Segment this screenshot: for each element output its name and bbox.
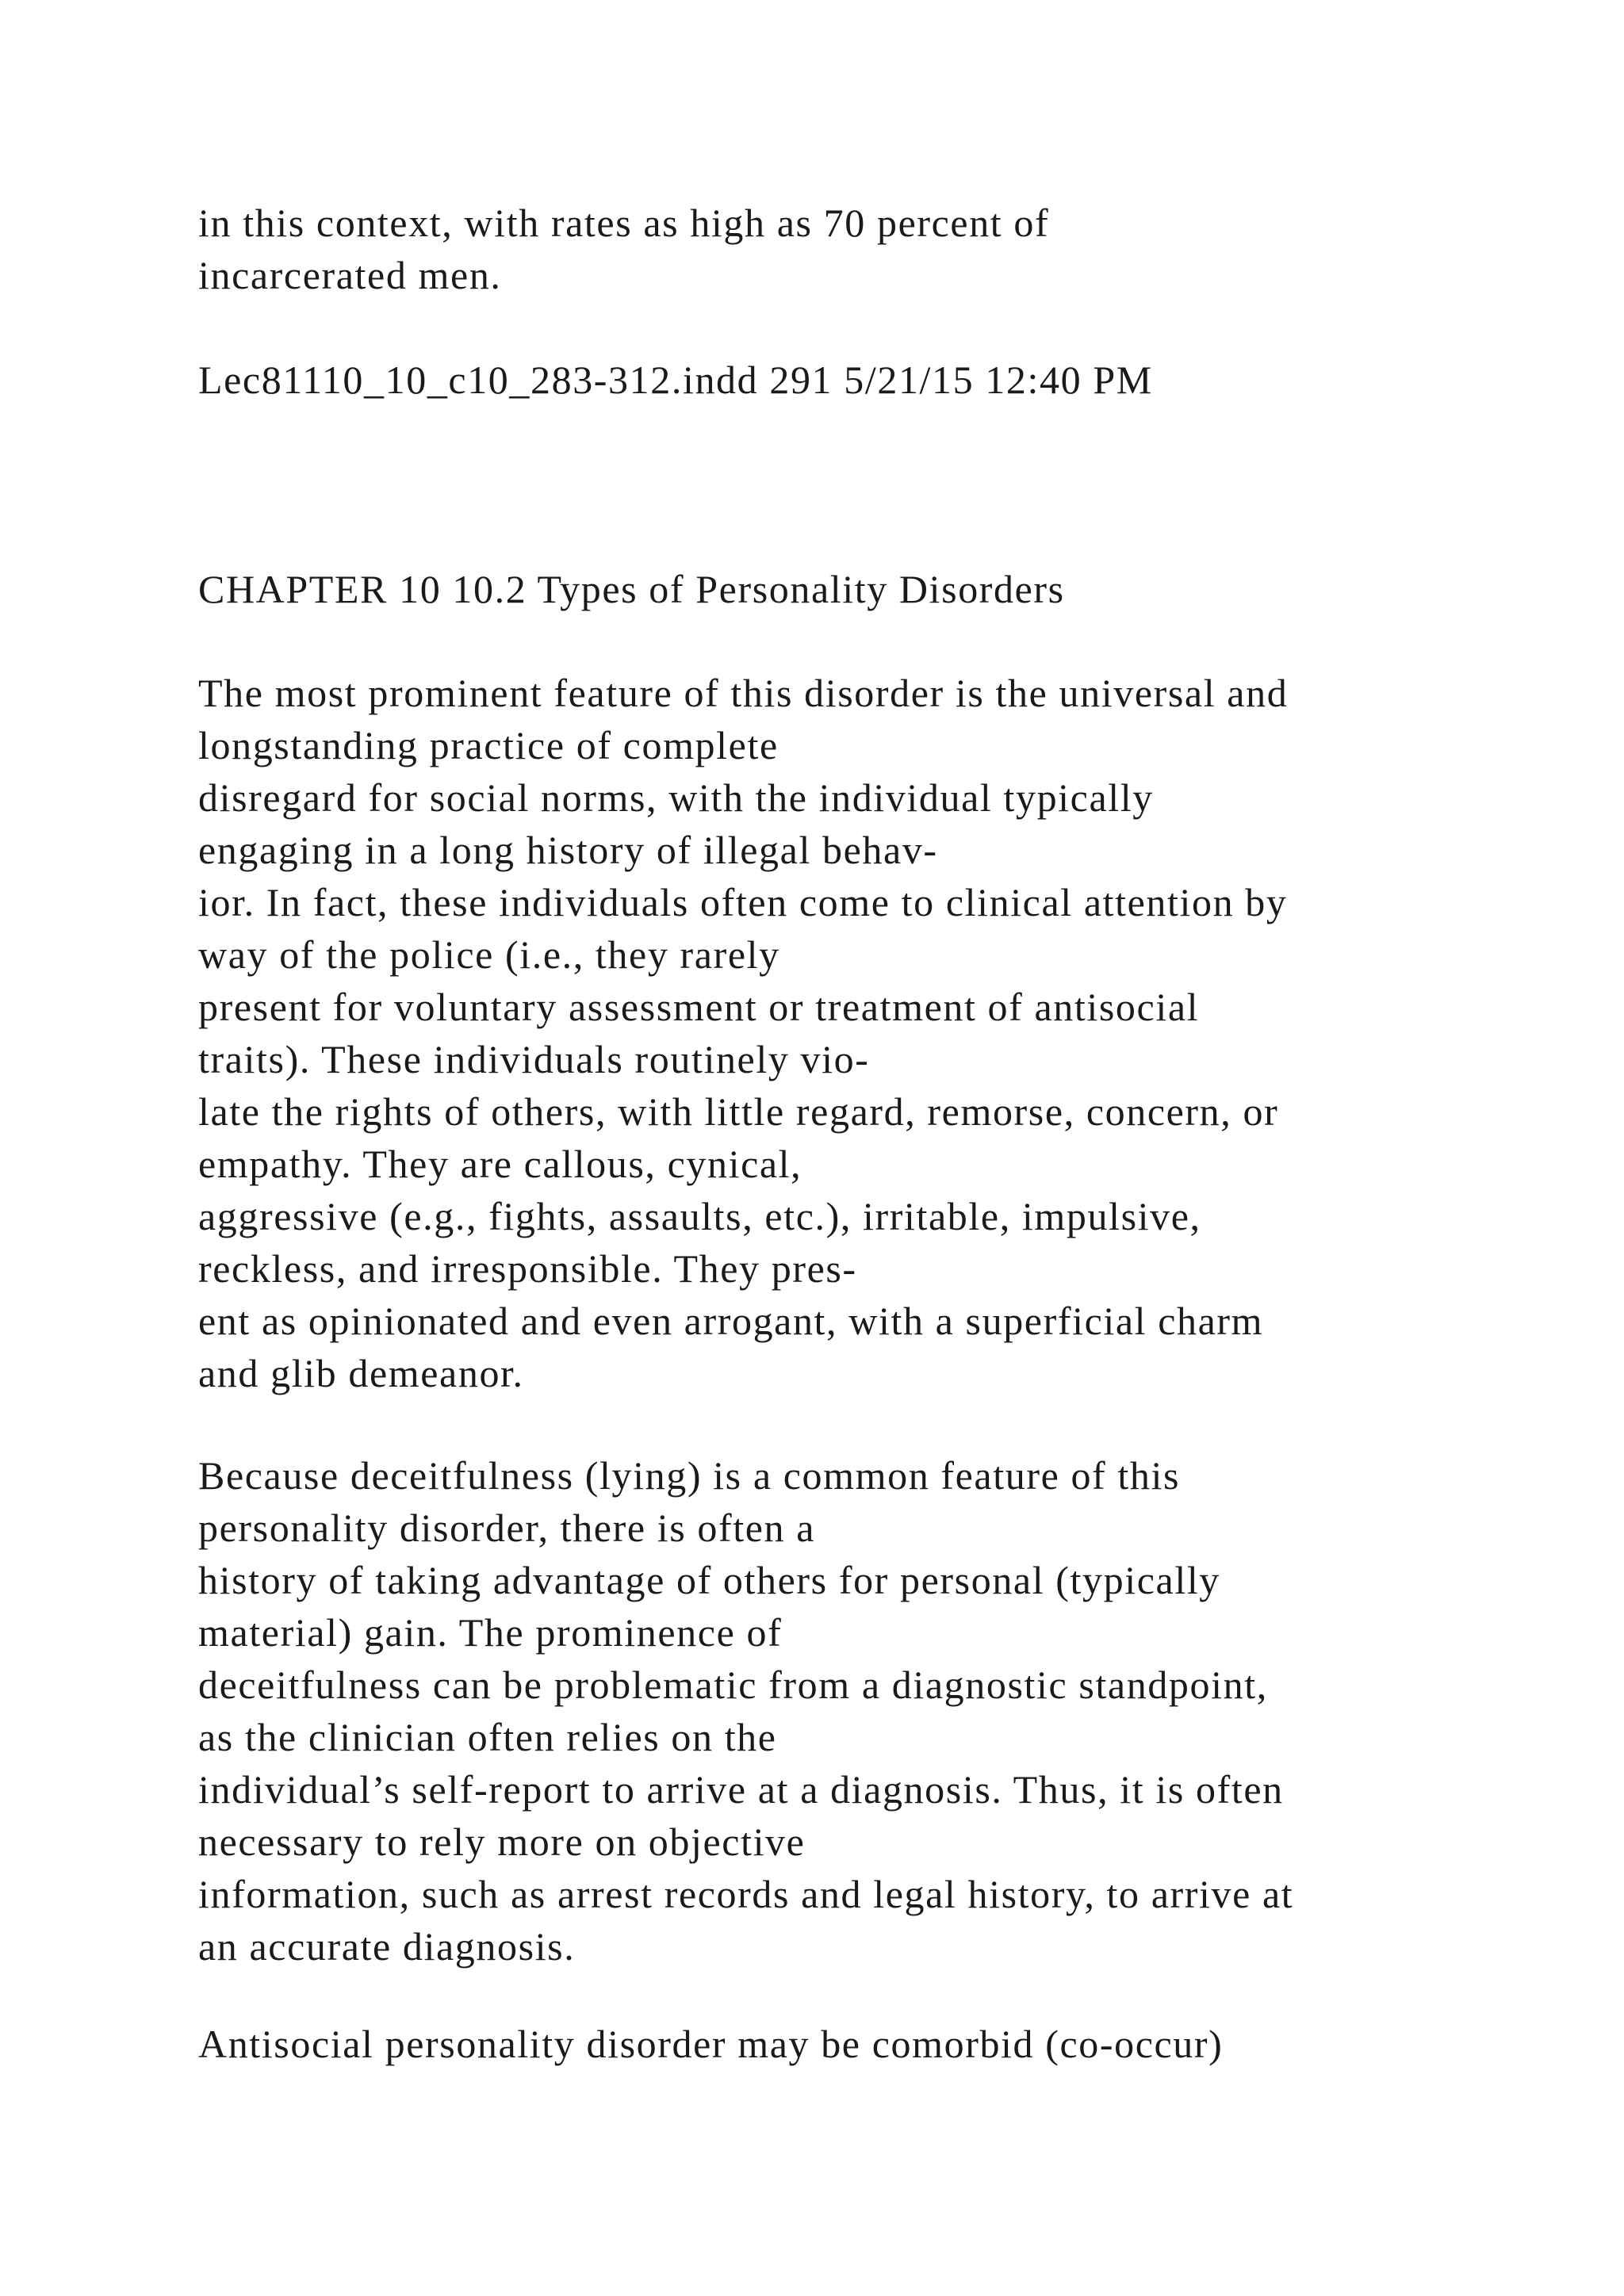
text-line: The most prominent feature of this disorder is the universal and	[198, 671, 1289, 715]
text-line: aggressive (e.g., fights, assaults, etc.), irritable, impulsive,	[198, 1194, 1201, 1238]
text-line: CHAPTER 10 10.2 Types of Personality Disorders	[198, 567, 1065, 611]
text-line: as the clinician often relies on the	[198, 1715, 777, 1759]
text-line: late the rights of others, with little regard, remorse, concern, or	[198, 1089, 1279, 1134]
text-line: material) gain. The prominence of	[198, 1610, 783, 1655]
text-line: an accurate diagnosis.	[198, 1924, 576, 1969]
text-line: necessary to rely more on objective	[198, 1820, 806, 1864]
text-line: history of taking advantage of others for personal (typically	[198, 1558, 1220, 1602]
paragraph-antisocial-features	[198, 667, 1499, 1399]
text-line: in this context, with rates as high as 70 percent of	[198, 201, 1050, 245]
text-line: longstanding practice of complete	[198, 723, 779, 767]
text-line: deceitfulness can be problematic from a diagnostic standpoint,	[198, 1663, 1268, 1707]
text-line: ent as opinionated and even arrogant, with a superficial charm	[198, 1299, 1264, 1343]
paragraph-continuation	[198, 197, 1499, 301]
text-line: ior. In fact, these individuals often come to clinical attention by	[198, 880, 1288, 924]
text-line: empathy. They are callous, cynical,	[198, 1142, 802, 1186]
text-line: way of the police (i.e., they rarely	[198, 932, 780, 977]
text-line: Because deceitfulness (lying) is a common feature of this	[198, 1453, 1181, 1498]
text-line: individual’s self-report to arrive at a diagnosis. Thus, it is often	[198, 1767, 1284, 1812]
text-line: personality disorder, there is often a	[198, 1506, 816, 1550]
print-slug	[198, 354, 1499, 406]
text-line: traits). These individuals routinely vio-	[198, 1037, 870, 1081]
text-line: information, such as arrest records and legal history, to arrive at	[198, 1872, 1294, 1916]
running-header	[198, 563, 1499, 615]
paragraph-deceitfulness	[198, 1449, 1499, 1973]
text-line: incarcerated men.	[198, 253, 502, 297]
text-line: disregard for social norms, with the individual typically	[198, 775, 1154, 820]
text-line: engaging in a long history of illegal behav-	[198, 828, 938, 872]
text-line: Antisocial personality disorder may be comorbid (co-occur)	[198, 2022, 1224, 2066]
text-line: Lec81110_10_c10_283-312.indd 291 5/21/15 12:40 PM	[198, 358, 1153, 402]
paragraph-comorbidity	[198, 2018, 1499, 2070]
text-line: and glib demeanor.	[198, 1351, 524, 1395]
text-line: present for voluntary assessment or treatment of antisocial	[198, 985, 1200, 1029]
text-line: reckless, and irresponsible. They pres-	[198, 1246, 857, 1291]
